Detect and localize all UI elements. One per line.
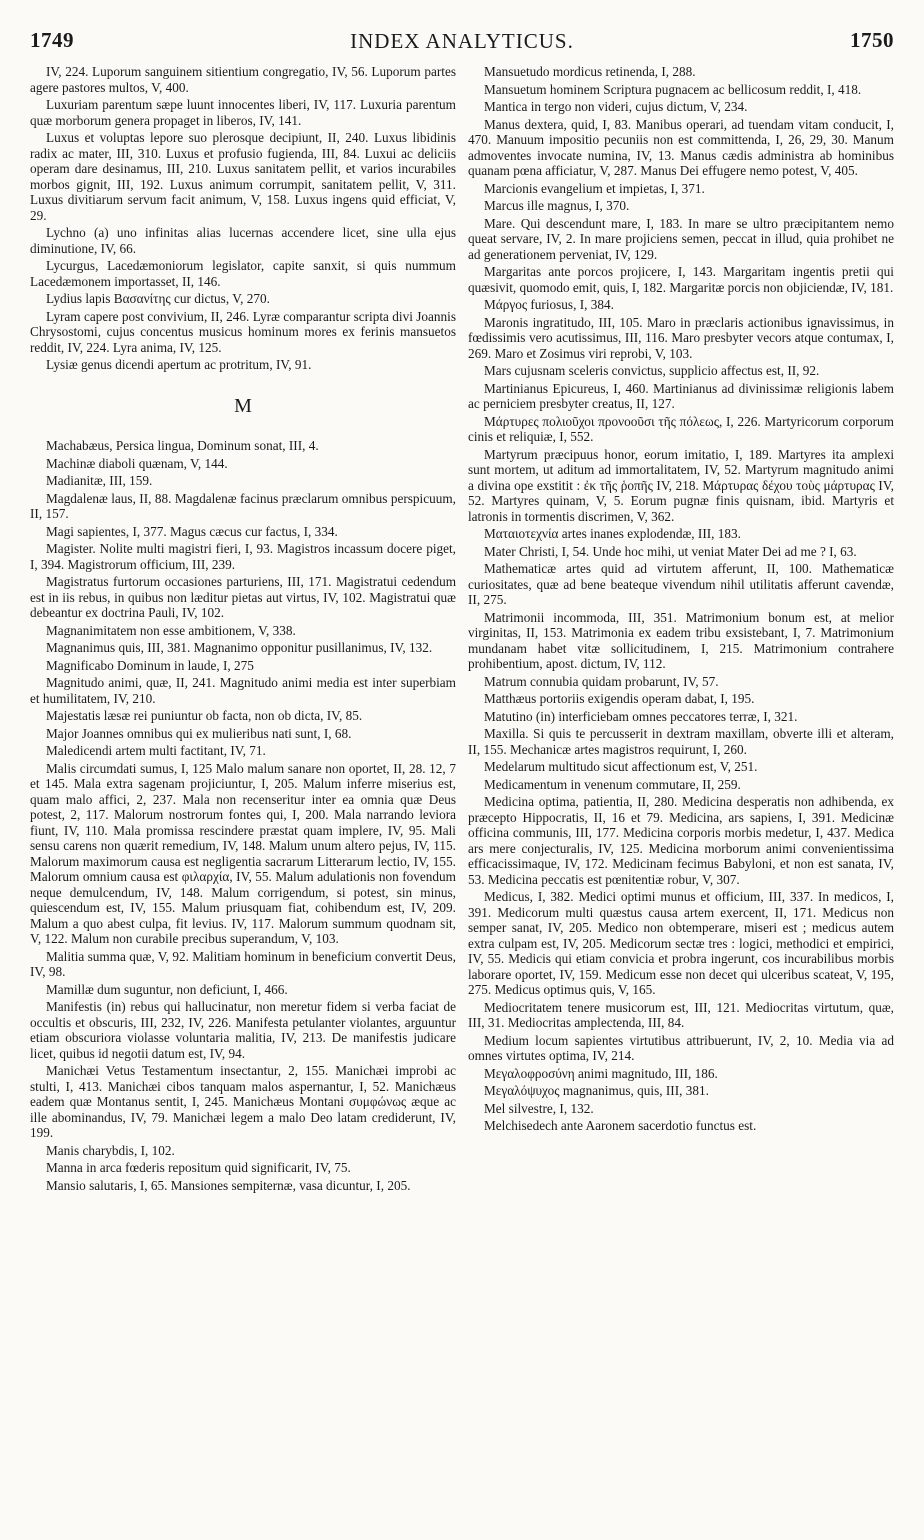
index-entry: Magnificabo Dominum in laude, I, 275 [46,657,254,673]
section-letter: M [234,394,252,417]
index-entry: Mansuetudo mordicus retinenda, I, 288. [484,64,696,79]
index-entry: Martinianus Epicureus, I, 460. Martinianus ad divinissimæ religionis labem ac perniciem presbyter creatus, II, 127. [468,380,894,411]
index-entry: Medelarum multitudo sicut affectionum est, V, 251. [484,759,758,774]
index-entry: Madianitæ, III, 159. [46,473,153,488]
index-entry: Mel silvestre, I, 132. [484,1100,594,1116]
index-entry: Manus dextera, quid, I, 83. Manibus operari, ad tuendam vitam conducit, I, 470. Manuum impositio pecuniis non est committenda, I, 26, 29, 30. Manum admoventes invocate numina, IV, 13. Manus cædis administra ab hominibus quanam pœna afficiatur, V, 287. Manus Dei effugere nemo potest, V, 405. [468,116,894,178]
index-entry: Magister. Nolite multi magistri fieri, I, 93. Magistros incassum docere piget, I, 394. Magistrorum officium, III, 239. [30,541,456,572]
index-entry: Medicamentum in venenum commutare, II, 259. [484,776,741,792]
index-entry: Mansio salutaris, I, 65. Mansiones sempiternæ, vasa dicuntur, I, 205. [46,1177,411,1193]
index-entry: Maronis ingratitudo, III, 105. Maro in præclaris actionibus ignavissimus, in fœdissimis vero acutissimus, III, 116. Maro presbyter vecors atque contumax, I, 269. Maro et Zosimus viri reprobi, V, 103. [468,314,894,361]
running-title: INDEX ANALYTICUS. [350,29,574,53]
page-number-left: 1749 [30,28,74,52]
index-entry: Mare. Qui descendunt mare, I, 183. In mare se ultro præcipitantem nemo queat servare, IV, 2. In mare projiciens semen, peccat in illud, quia prohibet ne ad generationem perveniat, IV, 129. [468,215,894,262]
index-entry: Lydius lapis Βασανίτης cur dictus, V, 270. [46,291,270,306]
index-entry: Major Joannes omnibus qui ex mulieribus nati sunt, I, 68. [46,725,352,741]
index-entry: Μεγαλοφροσύνη animi magnitudo, III, 186. [484,1065,718,1081]
index-entry: Lycurgus, Lacedæmoniorum legislator, capite sanxit, si quis nummum Lacedæmonem importasset, II, 146. [30,258,456,289]
index-entry: Magnanimitatem non esse ambitionem, V, 338. [46,622,296,638]
index-entry: Machinæ diaboli quænam, V, 144. [46,455,228,471]
index-entry: Martyrum præcipuus honor, eorum imitatio, I, 189. Martyres ita amplexi sunt mortem, ut aditum ad immortalitatem, IV, 52. Martyrum magnitudo animi a divina ope exstitit : ἐκ τῆς ῥοπῆς IV, 218. Μάρτυρας δέχου τοὺς μάρτυρας IV, 52. Martyres quinam, V, 5. Eorum pugnæ finis quisnam, ibid. Martyris et latronis in tormentis discrimen, V, 362. [468,446,894,524]
index-entry: Magdalenæ laus, II, 88. Magdalenæ facinus præclarum omnibus perspicuum, II, 157. [30,490,456,521]
index-entry: Medicina optima, patientia, II, 280. Medicina desperatis non adhibenda, ex præcepto Hippocratis, II, 16 et 79. Medicina, ars sapiens, I, 391. Medicinæ officina communis, III, 177. Medicina corporis morbis medetur, I, 437. Medica ars mere conjecturalis, IV, 125. Medicina morborum animi convenientissima efficacissimaque, IV, 172. Medicinam fecimus Babyloni, et non est sanata, IV, 53. Medicina peccatis est pœnitentiæ robur, V, 307. [468,794,894,887]
index-entry: Margaritas ante porcos projicere, I, 143. Margaritam ingentis pretii qui quæsivit, quomodo emit, quis, I, 182. Margaritæ porcis non objiciendæ, IV, 181. [468,264,894,295]
index-entry: Majestatis læsæ rei puniuntur ob facta, non ob dicta, IV, 85. [46,708,363,723]
index-entry: Machabæus, Persica lingua, Dominum sonat, III, 4. [46,438,319,453]
index-entry: Maledicendi artem multi factitant, IV, 71. [46,743,266,758]
index-entry: Μάργος furiosus, I, 384. [484,297,614,312]
index-entry: Medicus, I, 382. Medici optimi munus et officium, III, 337. In medicos, I, 391. Medicorum multi quæstus causa artem exercent, II, 171. Medicus non semper sanat, IV, 205. Medico non obtemperare, miseri est ; medicus autem extra culpam est, IV, 205. Medicorum sectæ tres : logici, methodici et empirici, IV, 55. Medicis qui etiam convicia et probra ingerunt, cos incurabilibus morbis laborare oportet, IV, 159. Medicum esse non decet qui ulceribus scateat, V, 195, 275. Medicus optimus quis, V, 165. [468,889,894,997]
index-entry: Malis circumdati sumus, I, 125 Malo malum sanare non oportet, II, 28. 12, 7 et 145. Mala extra sagenam projiciuntur, I, 205. Malum inferre miserius est, quam malo affici, 2, 237. Mala non recenseritur inter ea omnia quæ Deus potest, 2, 117. Malorum nostrorum fontes qui, I, 200. Mala narrando leviora fiunt, IV, 110. Mala promissa rescindere præstat quam implere, IV, 95. Mali sensu carens non quærit remedium, IV, 148. Malum unum altero pejus, IV, 115. Malorum maximorum causa est negligentia sacrarum Litterarum lectio, IV, 155. Malorum omnium causa est φιλαρχία, IV, 55. Malum adulationis non fovendum neque demulcendum, IV, 148. Malum corrigendum, si potest, sin minus, quiescendum est, IV, 155. Malum priusquam fiat, cohibendum est, IV, 209. Malum a quo abest culpa, fit levius. IV, 117. Malorum summum quodnam sit, V, 122. Malum non curabile precibus superandum, V, 103. [30,760,456,946]
index-entry: Manis charybdis, I, 102. [46,1142,175,1158]
index-entry: Malitia summa quæ, V, 92. Malitiam hominum in beneficium convertit Deus, IV, 98. [30,948,456,979]
index-entry: Mediocritatem tenere musicorum est, III, 121. Mediocritas virtutum, quæ, III, 31. Mediocritas amplectenda, III, 84. [468,999,894,1030]
index-entry: IV, 224. Luporum sanguinem sitientium congregatio, IV, 56. Luporum partes agere pastores multos, V, 400. [30,64,456,95]
index-entry: Lyram capere post convivium, II, 246. Lyræ comparantur scripta divi Joannis Chrysostomi, cujus concentus musicus hominum mores ex ferinis mansuetos reddit, IV, 224. Lyra anima, IV, 125. [30,308,456,355]
index-entry: Luxus et voluptas lepore suo plerosque decipiunt, II, 240. Luxus libidinis radix ac mater, III, 310. Luxus et profusio fugienda, III, 84. Luxui ac deliciis operam dare desinamus, III, 210. Luxus sanitatem pellit, et varios incurabiles morbos gignit, III, 192. Luxus animum corrumpit, sanitatem pellit, V, 311. Luxus divitiarum servum facit animum, V, 158. Luxus ingens quid efficiat, V, 29. [30,130,456,223]
index-entry: Magi sapientes, I, 377. Magus cæcus cur factus, I, 334. [46,523,338,539]
index-entry: Marcus ille magnus, I, 370. [484,198,630,213]
index-entry: Ματαιοτεχνία artes inanes explodendæ, III, 183. [484,526,741,541]
index-entry: Melchisedech ante Aaronem sacerdotio functus est. [484,1118,757,1133]
index-entry: Magnanimus quis, III, 381. Magnanimo opponitur pusillanimus, IV, 132. [46,640,433,655]
index-entry: Magnitudo animi, quæ, II, 241. Magnitudo animi media est inter superbiam et humilitatem, IV, 210. [30,675,456,706]
index-entry: Matrimonii incommoda, III, 351. Matrimonium bonum est, at melior virginitas, II, 153. Matrimonia ex eadem tribu exsistebant, I, 7. Matrimonium mundanam habet vitæ sollicitudinem, I, 215. Matrimonium contrahere prohibentium, apost. dictum, IV, 112. [468,609,894,671]
index-entry: Magistratus furtorum occasiones parturiens, III, 171. Magistratui cedendum est in iis rebus, in quibus non læditur pietas aut virtus, IV, 102. Magistratui quæ debeantur ex doctrina Pauli, IV, 102. [30,574,456,620]
index-entry: Maxilla. Si quis te percusserit in dextram maxillam, obverte illi et alteram, II, 155. Mechanicæ artes magistros requirunt, I, 260. [468,726,894,757]
index-entry: Lychno (a) uno infinitas alias lucernas accendere licet, sine ulla ejus diminutione, IV, 66. [30,225,456,256]
index-entry: Manichæi Vetus Testamentum insectantur, 2, 155. Manichæi improbi ac stulti, I, 413. Manichæi cibos tanquam malos aspernantur, I, 52. Manichæus eadem quæ Montanus sentit, I, 245. Manichæus Montani συμφώνως æque ac ille abominandus, IV, 79. Manichæi legem a malo Deo latam crediderunt, IV, 199. [30,1063,456,1140]
index-entry: Μεγαλόψυχος magnanimus, quis, III, 381. [484,1083,709,1098]
page-header [30,28,894,62]
index-entry: Marcionis evangelium et impietas, I, 371. [484,180,705,196]
index-entry: Matthæus portoriis exigendis operam dabat, I, 195. [484,691,755,706]
index-entry: Mantica in tergo non videri, cujus dictum, V, 234. [484,99,748,114]
index-entry: Medium locum sapientes virtutibus attribuerunt, IV, 2, 10. Media via ad omnes virtutes optima, IV, 214. [468,1032,894,1063]
left-column [30,64,456,1195]
index-entry: Luxuriam parentum sæpe luunt innocentes liberi, IV, 117. Luxuria parentum quæ morborum genera propaget in liberos, IV, 141. [30,97,456,128]
index-entry: Matrum connubia quidam probarunt, IV, 57. [484,673,719,689]
index-entry: Manna in arca fœderis repositum quid significarit, IV, 75. [46,1160,351,1175]
index-entry: Manifestis (in) rebus qui hallucinatur, non meretur fidem si verba faciat de occultis et obscuris, III, 232, IV, 226. Manifesta petulanter violantes, arguuntur etiam obscuriora violasse voluntaria malitia, IV, 213. De manifestis judicare licet, quibus id negotii datum est, IV, 94. [30,999,456,1061]
index-entry: Lysiæ genus dicendi apertum ac protritum, IV, 91. [46,357,312,372]
index-entry: Mater Christi, I, 54. Unde hoc mihi, ut veniat Mater Dei ad me ? I, 63. [484,543,857,559]
index-entry: Mathematicæ artes quid ad virtutem afferunt, II, 100. Mathematicæ curiositates, quæ ad bene beateque vivendum nihil utilitatis afferunt cavendæ, II, 275. [468,561,894,607]
index-entry: Mamillæ dum suguntur, non deficiunt, I, 466. [46,981,288,997]
index-entry: Μάρτυρες πολιοῦχοι προνοοῦσι τῆς πόλεως, I, 226. Martyricorum corporum cinis et reliquiæ, I, 552. [468,413,894,444]
index-entry: Mansuetum hominem Scriptura pugnacem ac bellicosum reddit, I, 418. [484,81,862,97]
index-entry: Mars cujusnam sceleris convictus, supplicio affectus est, II, 92. [484,363,820,378]
right-column [468,64,894,1136]
page-number-right: 1750 [850,28,894,52]
index-entry: Matutino (in) interficiebam omnes peccatores terræ, I, 321. [484,708,798,724]
